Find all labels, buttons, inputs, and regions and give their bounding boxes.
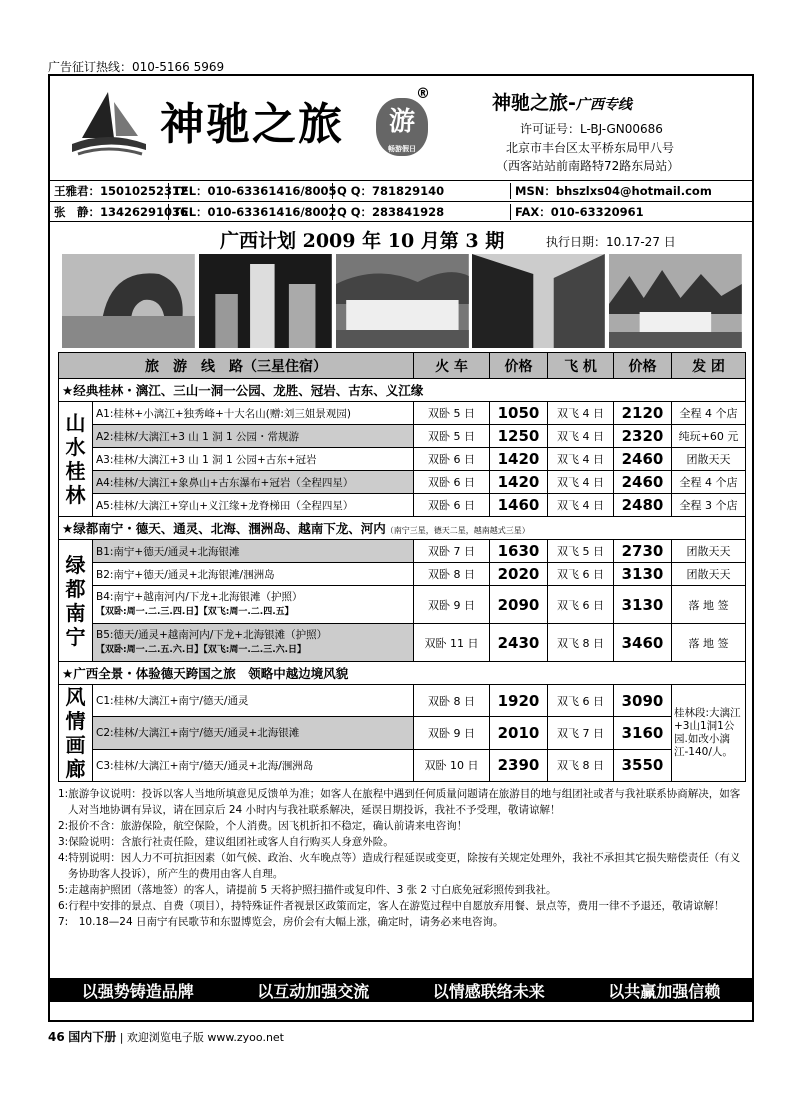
plane-cell: 双飞 4 日 — [548, 494, 614, 517]
train-cell: 双卧 8 日 — [414, 685, 490, 717]
plane-price: 2320 — [614, 425, 672, 448]
departure-cell: 落 地 签 — [672, 586, 746, 624]
col-departure: 发 团 — [672, 353, 746, 379]
address: 北京市丰台区太平桥东局甲八号 — [506, 141, 675, 155]
footer-section: 国内下册 — [68, 1030, 117, 1044]
page-footer — [48, 1028, 284, 1045]
plane-cell: 双飞 4 日 — [548, 425, 614, 448]
route-cell: B4:南宁+越南河内/下龙+北海银滩（护照） 【双卧:周一.二.三.四.日】【双飞:周一.二.四.五】 — [93, 586, 414, 624]
table-row — [59, 563, 746, 586]
departure-cell: 全程 3 个店 — [672, 494, 746, 517]
contact-name: 王雅君：15010252312 — [54, 184, 189, 198]
route-cell: B1:南宁+德天/通灵+北海银滩 — [93, 540, 414, 563]
slogan-item: 以情感联络未来 — [432, 981, 545, 1001]
footer-text: | 欢迎浏览电子版 www.zyoo.net — [119, 1031, 284, 1044]
note-item: 4:特别说明：因人力不可抗拒因素（如气候、政治、火车晚点等）造成行程延误或变更，除按有关规定处理外，我社不承担其它损失赔偿责任（有义务协助客人投诉），所产生的费用由客人自理。 — [58, 852, 741, 880]
plane-price: 2460 — [614, 448, 672, 471]
section-header: ★绿都南宁・德天、通灵、北海、涠洲岛、越南下龙、河内（南宁三星，德天二星，越南越式三星） — [59, 517, 746, 540]
plane-price: 3550 — [614, 749, 672, 781]
route-cell: A2:桂林/大漓江+3 山 1 洞 1 公园・常规游 — [93, 425, 414, 448]
train-cell: 双卧 6 日 — [414, 448, 490, 471]
region-label: 山水桂林 — [59, 402, 93, 517]
waterfall-photo — [336, 254, 469, 348]
route-cell: B5:德天/通灵+越南河内/下龙+北海银滩（护照） 【双卧:周一.二.五.六.日】【双飞:周一.二.三.六.日】 — [93, 624, 414, 662]
train-price: 2390 — [490, 749, 548, 781]
plane-cell: 双飞 6 日 — [548, 563, 614, 586]
region-label: 风情画廊 — [59, 685, 93, 782]
c-route-note: 桂林段:大漓江+3山1洞1公园.如改小漓江-140/人。 — [672, 685, 746, 782]
train-price: 1420 — [490, 471, 548, 494]
section-header: ★经典桂林・漓江、三山一洞一公园、龙胜、冠岩、古东、义江缘 — [59, 379, 746, 402]
plane-cell: 双飞 4 日 — [548, 471, 614, 494]
departure-cell: 团散天天 — [672, 540, 746, 563]
section-header: ★广西全景・体验德天跨国之旅 领略中越边境风貌 — [59, 662, 746, 685]
contact-tel: TEL：010-63361416/8002 — [168, 204, 332, 220]
train-cell: 双卧 9 日 — [414, 717, 490, 749]
departure-cell: 纯玩+60 元 — [672, 425, 746, 448]
plane-price: 2730 — [614, 540, 672, 563]
plane-cell: 双飞 8 日 — [548, 624, 614, 662]
departure-cell: 团散天天 — [672, 563, 746, 586]
contact-tel: TEL：010-63361416/8005 — [168, 183, 332, 199]
karst-river-photo — [609, 254, 742, 348]
ad-header — [50, 76, 752, 176]
contact-fax: FAX：010-63320961 — [510, 204, 752, 220]
table-row — [59, 402, 746, 425]
old-street-photo — [472, 254, 605, 348]
plane-cell: 双飞 6 日 — [548, 685, 614, 717]
route-cell: C3:桂林/大漓江+南宁/德天/通灵+北海/涠洲岛 — [93, 749, 414, 781]
departure-cell: 全程 4 个店 — [672, 402, 746, 425]
plane-price: 3130 — [614, 586, 672, 624]
train-cell: 双卧 10 日 — [414, 749, 490, 781]
departure-cell: 团散天天 — [672, 448, 746, 471]
plane-cell: 双飞 6 日 — [548, 586, 614, 624]
note-item: 1:旅游争议说明：投诉以客人当地所填意见反馈单为准；如客人在旅程中遇到任何质量问题请在旅游目的地与组团社或者与我社联系协商解决，如客人对当地协调有异议，请在回京后 24 小时内与我社联系解决，延误日期投诉，我社不予受理，敬请谅解！ — [58, 788, 741, 816]
plane-price: 3160 — [614, 717, 672, 749]
route-cell: A3:桂林/大漓江+3 山 1 洞 1 公园+古东+冠岩 — [93, 448, 414, 471]
train-price: 1920 — [490, 685, 548, 717]
table-row — [59, 425, 746, 448]
note-item: 2:报价不含：旅游保险，航空保险，个人消费。因飞机折扣不稳定，确认前请来电咨询！ — [58, 820, 468, 832]
plane-cell: 双飞 5 日 — [548, 540, 614, 563]
contact-row — [50, 201, 752, 221]
route-table — [58, 352, 746, 782]
photo-strip — [62, 254, 742, 348]
departure-cell: 全程 4 个店 — [672, 471, 746, 494]
table-row — [59, 685, 746, 717]
table-header-row — [59, 353, 746, 379]
plane-cell: 双飞 8 日 — [548, 749, 614, 781]
train-cell: 双卧 6 日 — [414, 471, 490, 494]
contact-row — [50, 181, 752, 201]
route-cell: A5:桂林/大漓江+穿山+义江缘+龙脊梯田（全程四星） — [93, 494, 414, 517]
col-train-price: 价格 — [490, 353, 548, 379]
route-cell: A4:桂林/大漓江+象鼻山+古东瀑布+冠岩（全程四星） — [93, 471, 414, 494]
col-plane: 飞 机 — [548, 353, 614, 379]
plane-price: 3460 — [614, 624, 672, 662]
contact-table — [50, 180, 752, 222]
contact-qq: Q Q：283841928 — [332, 204, 510, 220]
plane-price: 3130 — [614, 563, 672, 586]
table-row — [59, 448, 746, 471]
table-row — [59, 624, 746, 662]
train-cell: 双卧 7 日 — [414, 540, 490, 563]
route-cell: C1:桂林/大漓江+南宁/德天/通灵 — [93, 685, 414, 717]
train-price: 1420 — [490, 448, 548, 471]
note-item: 7: 10.18—24 日南宁有民歌节和东盟博览会，房价会有大幅上涨，确定时，请务必来电咨询。 — [58, 916, 504, 928]
train-price: 1250 — [490, 425, 548, 448]
train-price: 2010 — [490, 717, 548, 749]
plane-price: 2480 — [614, 494, 672, 517]
train-cell: 双卧 9 日 — [414, 586, 490, 624]
train-cell: 双卧 6 日 — [414, 494, 490, 517]
route-cell: A1:桂林+小漓江+独秀峰+十大名山(赠:刘三姐景观园) — [93, 402, 414, 425]
brand-title: 神驰之旅-广西专线 — [492, 92, 632, 114]
page-number: 46 — [48, 1030, 65, 1044]
plane-cell: 双飞 4 日 — [548, 448, 614, 471]
terms-notes — [58, 786, 746, 930]
train-price: 2020 — [490, 563, 548, 586]
region-label: 绿都南宁 — [59, 540, 93, 662]
city-tower-photo — [199, 254, 332, 348]
plane-cell: 双飞 4 日 — [548, 402, 614, 425]
license-number: 许可证号：L-BJ-GN00686 — [520, 122, 663, 136]
seal-logo: 游 畅游假日 — [376, 98, 428, 156]
ad-hotline: 广告征订热线：010-5166 5969 — [48, 60, 225, 74]
address-detail: （西客站站前南路特72路东局站） — [496, 159, 680, 173]
train-price: 1050 — [490, 402, 548, 425]
table-row — [59, 494, 746, 517]
execution-date: 执行日期：10.17-27 日 — [546, 235, 676, 249]
train-price: 1630 — [490, 540, 548, 563]
slogan-item: 以共赢加强信赖 — [608, 981, 721, 1001]
section-note: （南宁三星，德天二星，越南越式三星） — [385, 526, 530, 535]
sail-logo-icon — [68, 90, 148, 162]
table-row — [59, 586, 746, 624]
registered-mark: ® — [416, 86, 430, 102]
table-row — [59, 717, 746, 749]
note-item: 3:保险说明：含旅行社责任险，建议组团社或客人自行购买人身意外险。 — [58, 836, 394, 848]
col-plane-price: 价格 — [614, 353, 672, 379]
plane-price: 3090 — [614, 685, 672, 717]
ad-frame — [48, 74, 754, 1022]
plane-price: 2460 — [614, 471, 672, 494]
plan-title: 广西计划 2009 年 10 月第 3 期 — [220, 230, 505, 252]
train-cell: 双卧 5 日 — [414, 425, 490, 448]
plane-cell: 双飞 7 日 — [548, 717, 614, 749]
train-cell: 双卧 5 日 — [414, 402, 490, 425]
slogan-item: 以互动加强交流 — [257, 981, 370, 1001]
plane-price: 2120 — [614, 402, 672, 425]
table-row — [59, 749, 746, 781]
route-cell: B2:南宁+德天/通灵+北海银滩/涠洲岛 — [93, 563, 414, 586]
note-item: 6:行程中安排的景点、自费（项目），持特殊证件者视景区政策而定，客人在游览过程中自愿放弃用餐、景点等，费用一律不予退还，敬请谅解！ — [58, 900, 725, 912]
route-cell: C2:桂林/大漓江+南宁/德天/通灵+北海银滩 — [93, 717, 414, 749]
train-price: 1460 — [490, 494, 548, 517]
contact-name: 张 静：13426291036 — [54, 204, 189, 219]
slogan-item: 以强势铸造品牌 — [81, 981, 194, 1001]
departure-cell: 落 地 签 — [672, 624, 746, 662]
col-train: 火 车 — [414, 353, 490, 379]
train-cell: 双卧 8 日 — [414, 563, 490, 586]
train-cell: 双卧 11 日 — [414, 624, 490, 662]
train-price: 2430 — [490, 624, 548, 662]
col-route: 旅 游 线 路（三星住宿） — [59, 353, 414, 379]
contact-qq: Q Q：781829140 — [332, 183, 510, 199]
logo-wordmark: 神驰之旅 — [160, 99, 344, 150]
train-price: 2090 — [490, 586, 548, 624]
table-row — [59, 471, 746, 494]
slogan-bar — [50, 978, 752, 1002]
table-row — [59, 540, 746, 563]
elephant-hill-photo — [62, 254, 195, 348]
note-item: 5:走越南护照团（落地签）的客人，请提前 5 天将护照扫描件或复印件、3 张 2 寸白底免冠彩照传到我社。 — [58, 884, 557, 896]
contact-msn: MSN：bhszlxs04@hotmail.com — [510, 183, 752, 199]
